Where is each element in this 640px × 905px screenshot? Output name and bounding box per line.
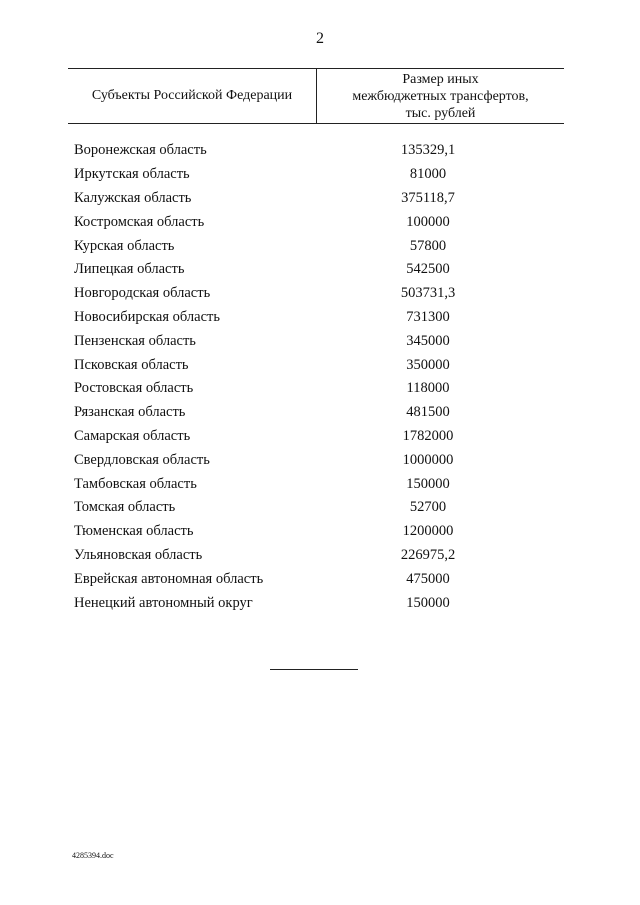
region-name: Новосибирская область xyxy=(74,308,220,325)
table-row xyxy=(74,567,564,591)
table-row xyxy=(74,329,564,353)
table-row xyxy=(74,377,564,401)
transfer-amount: 57800 xyxy=(409,237,447,254)
amount-header-line: тыс. рублей xyxy=(405,106,476,121)
table-row xyxy=(74,234,564,258)
region-name: Пензенская область xyxy=(74,332,196,349)
transfer-amount: 100000 xyxy=(406,213,450,230)
end-of-table-rule xyxy=(270,669,358,670)
table-row xyxy=(74,496,564,520)
region-name: Костромская область xyxy=(74,213,205,230)
region-name: Еврейская автономная область xyxy=(74,570,264,587)
transfer-amount: 118000 xyxy=(406,380,450,397)
table-row xyxy=(74,258,564,282)
transfer-amount: 81000 xyxy=(409,166,447,183)
table-row xyxy=(74,448,564,472)
region-name: Свердловская область xyxy=(74,451,210,468)
table-row xyxy=(74,401,564,425)
region-name: Ненецкий автономный округ xyxy=(74,594,253,611)
region-name: Самарская область xyxy=(74,427,191,444)
region-name: Псковская область xyxy=(74,356,189,373)
transfer-amount: 542500 xyxy=(406,261,450,278)
subjects-column-header: Субъекты Российской Федерации xyxy=(91,88,293,103)
table-row xyxy=(74,187,564,211)
table-header xyxy=(68,68,564,124)
document-reference: 4285394.doc xyxy=(72,851,114,860)
amount-header-line: межбюджетных трансфертов, xyxy=(352,89,529,104)
transfer-amount: 350000 xyxy=(406,356,450,373)
transfer-amount: 1782000 xyxy=(402,427,454,444)
region-name: Рязанская область xyxy=(74,404,186,421)
transfer-amount: 150000 xyxy=(406,475,450,492)
region-name: Ростовская область xyxy=(74,380,194,397)
transfer-amount: 1000000 xyxy=(402,451,454,468)
table-row xyxy=(74,591,564,615)
transfer-amount: 375118,7 xyxy=(401,189,455,206)
table-row xyxy=(74,472,564,496)
amount-header-line: Размер иных xyxy=(402,72,479,87)
table-row xyxy=(74,163,564,187)
table-row xyxy=(74,520,564,544)
transfer-amount: 731300 xyxy=(406,308,450,325)
table-row xyxy=(74,210,564,234)
amount-column-header xyxy=(317,71,564,122)
region-name: Иркутская область xyxy=(74,166,190,183)
region-name: Ульяновская область xyxy=(74,546,203,563)
table-row xyxy=(74,306,564,330)
region-name: Липецкая область xyxy=(74,261,185,278)
transfer-amount: 226975,2 xyxy=(400,546,456,563)
region-name: Новгородская область xyxy=(74,285,211,302)
table-body xyxy=(74,139,564,615)
transfer-amount: 503731,3 xyxy=(400,285,456,302)
table-row xyxy=(74,425,564,449)
table-row xyxy=(74,282,564,306)
transfer-amount: 150000 xyxy=(406,594,450,611)
transfer-amount: 135329,1 xyxy=(400,142,456,159)
transfer-amount: 52700 xyxy=(409,499,447,516)
table-row xyxy=(74,139,564,163)
table-row xyxy=(74,544,564,568)
region-name: Курская область xyxy=(74,237,175,254)
region-name: Тюменская область xyxy=(74,523,194,540)
transfer-amount: 475000 xyxy=(406,570,450,587)
region-name: Томская область xyxy=(74,499,176,516)
table-row xyxy=(74,353,564,377)
transfer-amount: 1200000 xyxy=(402,523,454,540)
region-name: Воронежская область xyxy=(74,142,207,159)
page-number: 2 xyxy=(316,30,324,47)
region-name: Тамбовская область xyxy=(74,475,197,492)
region-name: Калужская область xyxy=(74,189,192,206)
transfer-amount: 345000 xyxy=(406,332,450,349)
transfer-amount: 481500 xyxy=(406,404,450,421)
